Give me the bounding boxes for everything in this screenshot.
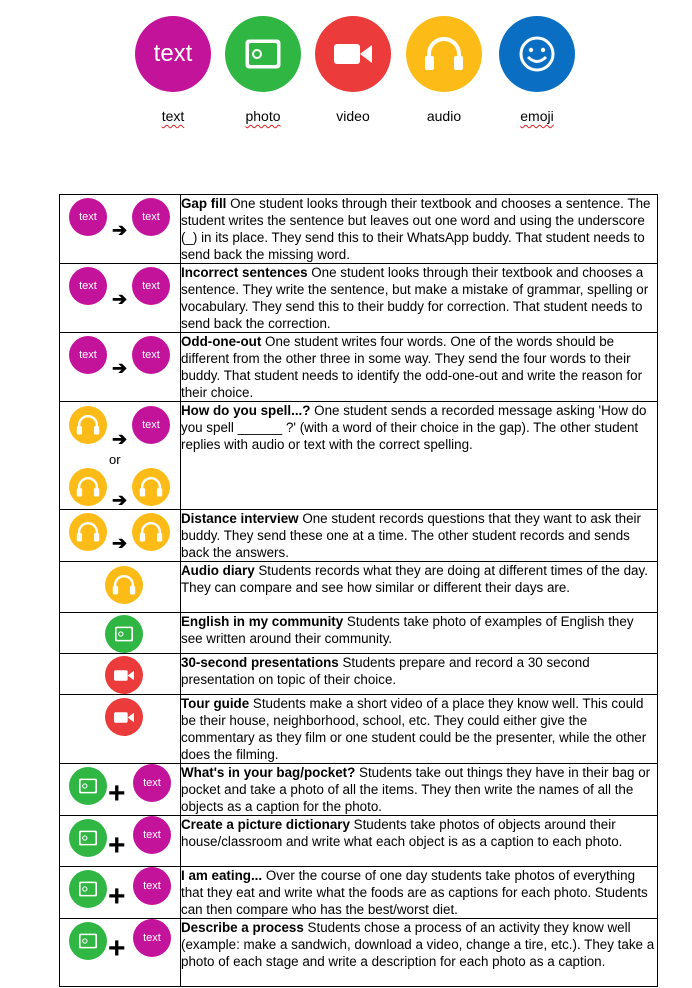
legend-label-emoji: emoji [520, 108, 554, 124]
activity-body: Students records what they are doing at different times of the day. They can compare and see how similar or different their days are. [181, 563, 648, 595]
activity-title: Describe a process [181, 920, 304, 935]
photo-icon [69, 922, 107, 960]
activity-description [181, 562, 658, 613]
photo-icon [105, 615, 143, 653]
headphones-icon [69, 513, 107, 551]
photo-icon [69, 767, 107, 805]
activity-body: Students chose a process of an activity they know well (example: make a sandwich, download a video, change a tire, etc.). They take a photo of each stage and write a description for each photo as a caption. [181, 920, 655, 969]
activity-icons [60, 816, 181, 867]
legend-emoji [497, 16, 577, 124]
plus-icon: + [108, 880, 126, 913]
arrow-icon: ➔ [112, 220, 128, 240]
table-row [60, 919, 658, 987]
activity-body: One student looks through their textbook and chooses a sentence. They write the sentence, but make a mistake of grammar, spelling or vocabulary. They send this to their buddy for correction. That student needs to send back the correction. [181, 265, 649, 331]
legend-label-text: text [161, 108, 185, 124]
activity-description [181, 264, 658, 333]
activity-icons [60, 654, 181, 695]
activity-body: Over the course of one day students take photos of everything that they eat and write what the foods are as captions for each photo. Students can then compare who has the best/worst diet. [181, 868, 648, 917]
activity-icons [60, 695, 181, 764]
arrow-icon: ➔ [112, 429, 128, 449]
text-icon: text [133, 764, 171, 802]
legend-text [133, 16, 213, 124]
activity-title: 30-second presentations [181, 655, 339, 670]
activity-body: Students take photo of examples of English they see written around their community. [181, 614, 634, 646]
arrow-icon: ➔ [112, 289, 128, 309]
activity-body: One student writes four words. One of the words should be different from the other three in some way. They send the four words to their buddy. That student needs to identify the odd-one-out and write the reason for their choice. [181, 334, 643, 400]
activity-icons [60, 264, 181, 333]
legend-label-video: video [336, 108, 370, 124]
activity-icons [60, 562, 181, 613]
table-row [60, 562, 658, 613]
text-icon: text [132, 406, 170, 444]
table-row [60, 613, 658, 654]
activity-description [181, 510, 658, 562]
activity-body: One student records questions that they want to ask their buddy. They send these one at a time. The other student records and sends back the answers. [181, 511, 641, 560]
arrow-icon: ➔ [112, 358, 128, 378]
legend-label-audio: audio [426, 108, 462, 124]
table-row [60, 816, 658, 867]
activity-title: Tour guide [181, 696, 250, 711]
table-row [60, 764, 658, 816]
smiley-icon [499, 16, 575, 92]
text-icon: text [133, 816, 171, 854]
photo-icon [225, 16, 301, 92]
headphones-icon [132, 513, 170, 551]
activity-icons [60, 510, 181, 562]
activity-icons [60, 402, 181, 510]
activity-description [181, 816, 658, 867]
table-row [60, 402, 658, 510]
activity-description [181, 867, 658, 919]
activity-description [181, 613, 658, 654]
legend-video [313, 16, 393, 124]
activity-description [181, 402, 658, 510]
headphones-icon [132, 468, 170, 506]
activity-icons [60, 764, 181, 816]
text-icon [135, 16, 211, 92]
activity-description [181, 333, 658, 402]
activity-body: Students take photos of objects around their house/classroom and write what each object is as a caption to each photo. [181, 817, 623, 849]
activity-icons [60, 919, 181, 987]
or-label: or [109, 452, 121, 467]
arrow-icon: ➔ [112, 533, 128, 553]
activity-icons [60, 867, 181, 919]
activity-description [181, 654, 658, 695]
legend-audio [404, 16, 484, 124]
table-row [60, 654, 658, 695]
activity-title: Gap fill [181, 196, 227, 211]
headphones-icon [406, 16, 482, 92]
photo-icon [69, 819, 107, 857]
text-icon: text [69, 267, 107, 305]
activity-description [181, 919, 658, 987]
video-icon [105, 698, 143, 736]
activity-title: What's in your bag/pocket? [181, 765, 356, 780]
text-icon: text [133, 919, 171, 957]
table-row [60, 867, 658, 919]
plus-icon: + [108, 829, 126, 862]
activity-description [181, 195, 658, 264]
activity-title: Odd-one-out [181, 334, 262, 349]
legend-label-photo: photo [245, 108, 281, 124]
legend-photo [223, 16, 303, 124]
text-icon-word: text [153, 40, 193, 67]
activity-description [181, 695, 658, 764]
activity-title: Incorrect sentences [181, 265, 308, 280]
table-row [60, 333, 658, 402]
activity-title: I am eating... [181, 868, 263, 883]
activity-title: Audio diary [181, 563, 255, 578]
text-icon: text [69, 336, 107, 374]
headphones-icon [69, 468, 107, 506]
headphones-icon [69, 406, 107, 444]
text-icon: text [132, 267, 170, 305]
video-icon [105, 656, 143, 694]
icon-legend [0, 0, 692, 130]
activity-title: How do you spell...? [181, 403, 311, 418]
activities-table [59, 194, 658, 987]
text-icon: text [132, 198, 170, 236]
text-icon: text [132, 336, 170, 374]
table-row [60, 695, 658, 764]
activity-title: Distance interview [181, 511, 299, 526]
photo-icon [69, 870, 107, 908]
table-row [60, 510, 658, 562]
headphones-icon [105, 566, 143, 604]
video-icon [315, 16, 391, 92]
text-icon: text [69, 198, 107, 236]
text-icon: text [133, 867, 171, 905]
activity-body: Students prepare and record a 30 second presentation on topic of their choice. [181, 655, 590, 687]
activity-icons [60, 613, 181, 654]
activity-title: English in my community [181, 614, 344, 629]
plus-icon: + [108, 932, 126, 965]
table-row [60, 264, 658, 333]
table-row [60, 195, 658, 264]
activity-description [181, 764, 658, 816]
activity-body: Students take out things they have in their bag or pocket and take a photo of all the items. They then write the names of all the objects as a caption for the photo. [181, 765, 651, 814]
activity-title: Create a picture dictionary [181, 817, 350, 832]
activity-body: One student looks through their textbook and chooses a sentence. The student writes the sentence but leaves out one word and using the underscore (_) in its place. They send this to their WhatsApp buddy. That student needs to send back the missing word. [181, 196, 651, 262]
activity-body: One student sends a recorded message asking 'How do you spell ______ ?' (with a word of their choice in the gap). The other student replies with audio or text with the correct spelling. [181, 403, 647, 452]
activity-icons [60, 195, 181, 264]
activity-icons [60, 333, 181, 402]
activity-body: Students make a short video of a place they know well. This could be their house, neighborhood, school, etc. They could either give the commentary as they film or one student could be the presenter, while the other does the filming. [181, 696, 647, 762]
plus-icon: + [108, 777, 126, 810]
arrow-icon: ➔ [112, 490, 128, 510]
